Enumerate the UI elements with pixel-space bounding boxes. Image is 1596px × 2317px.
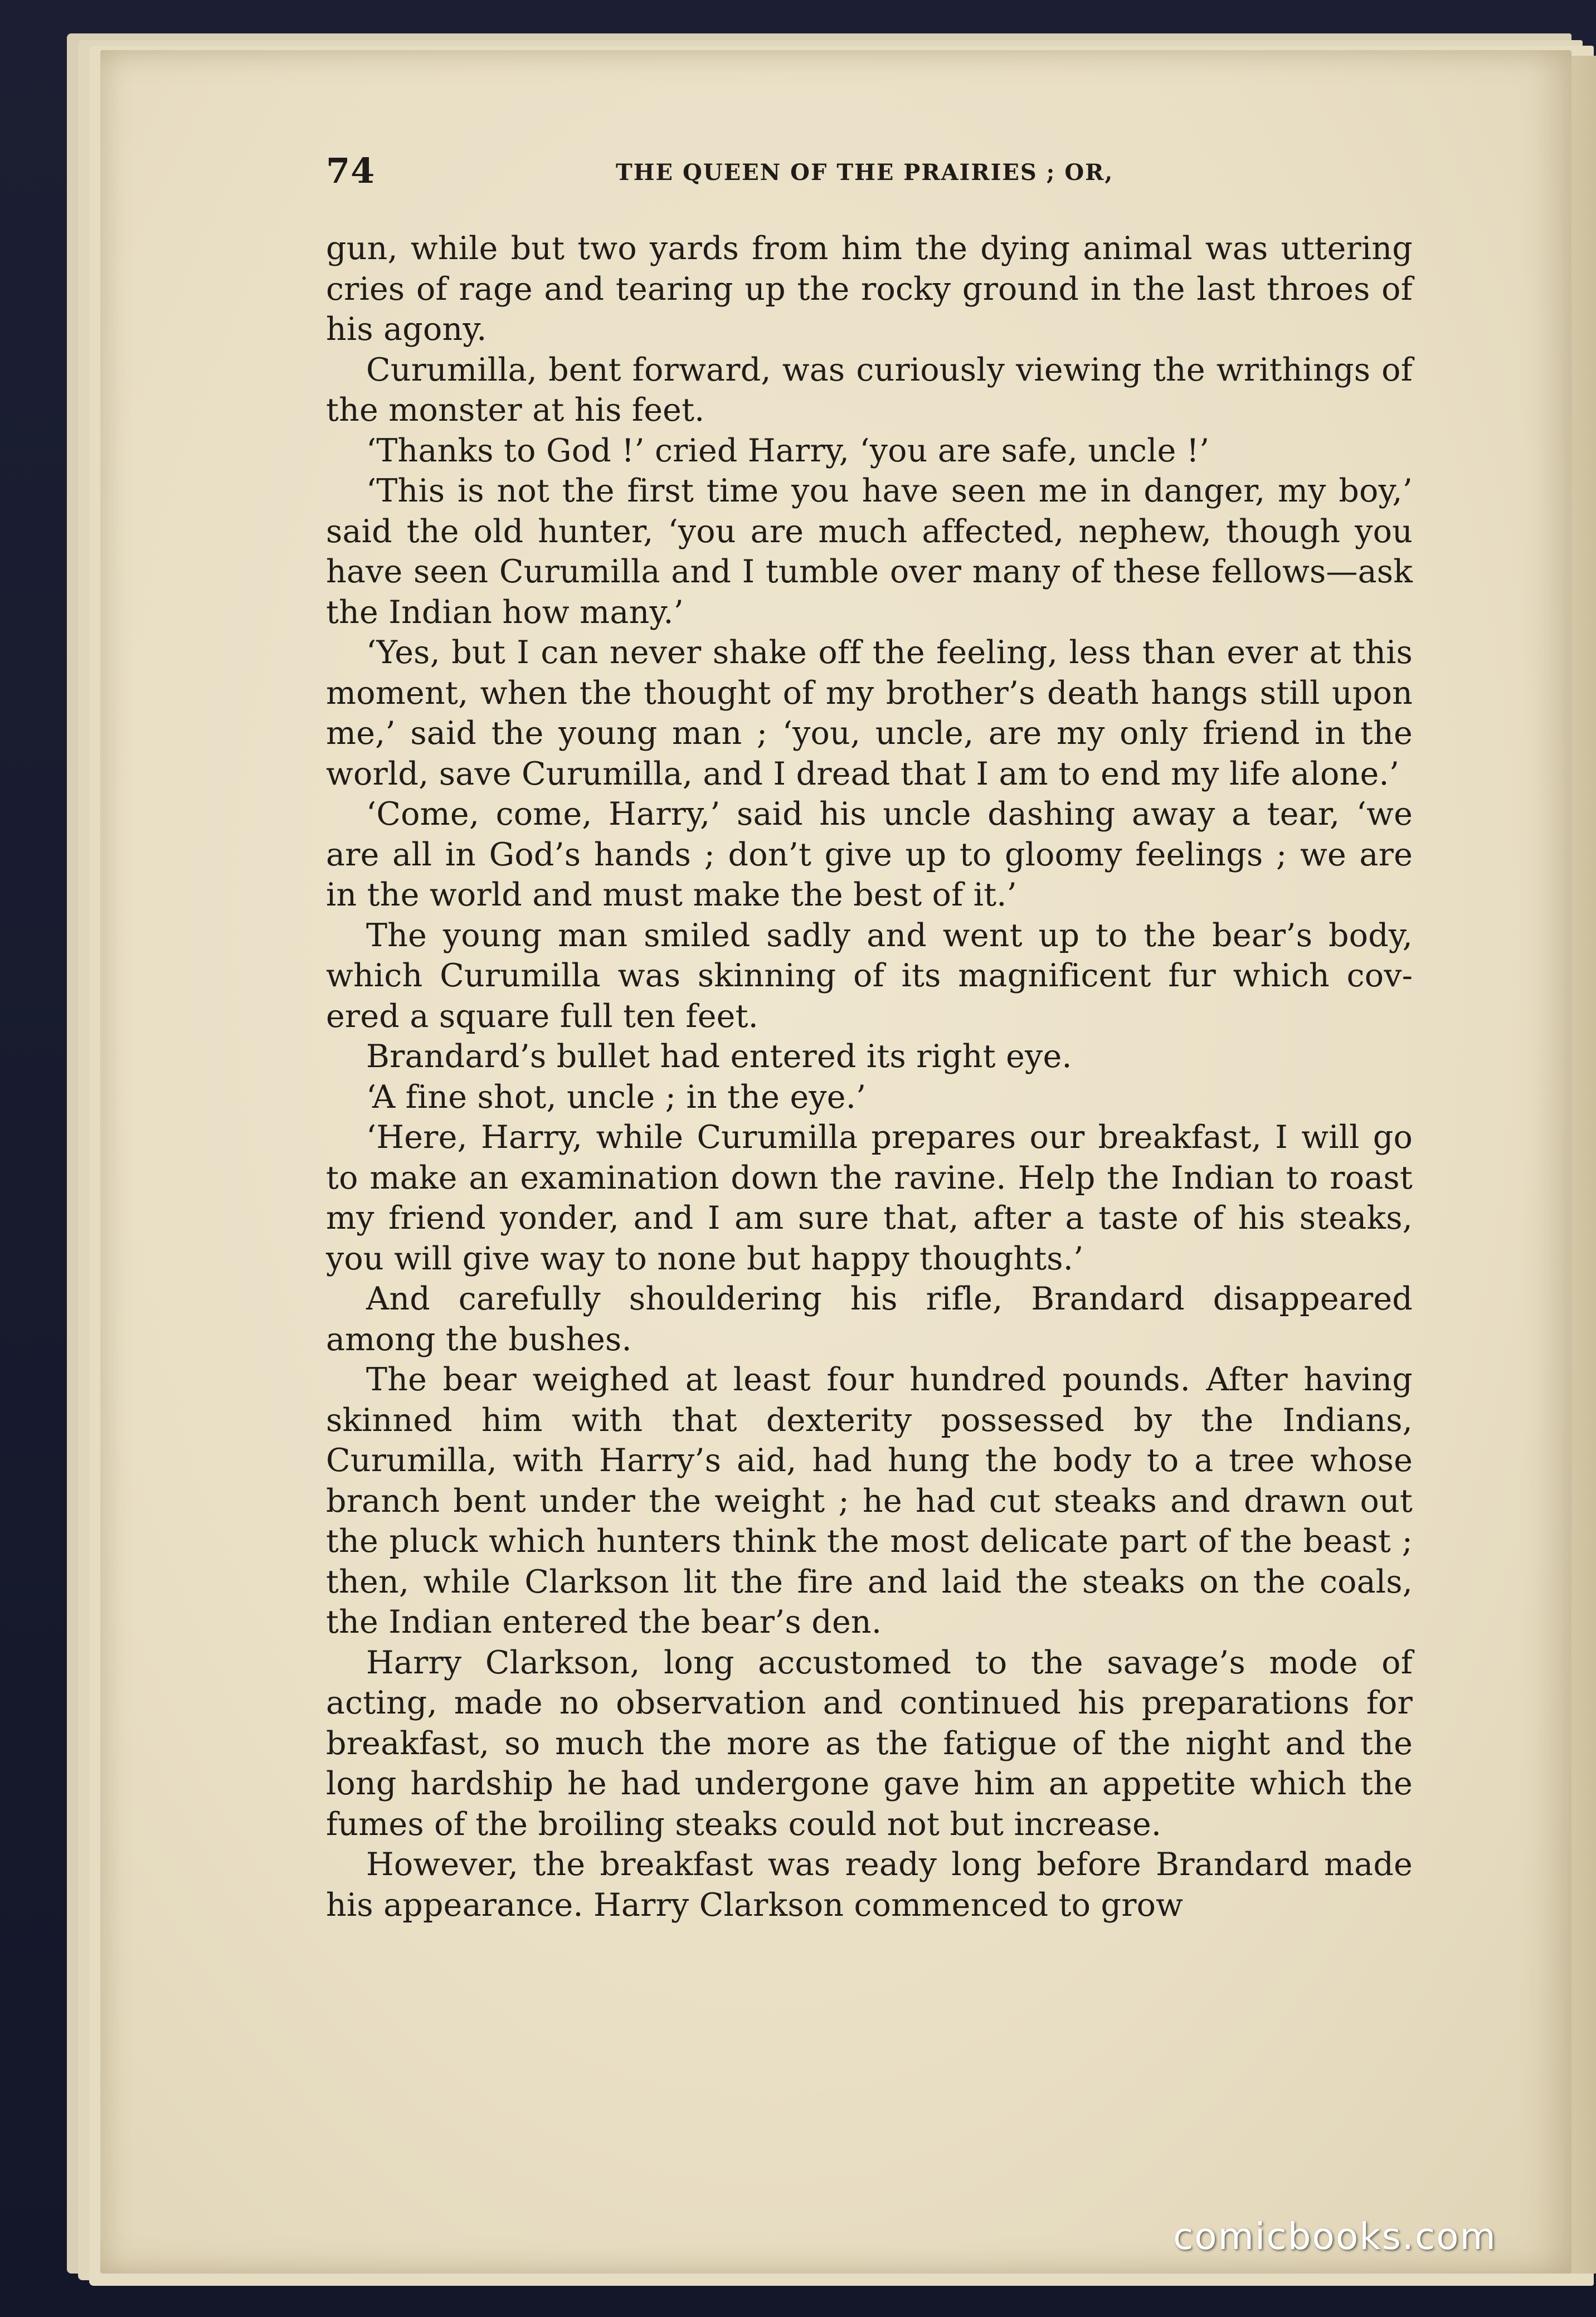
paragraph: Brandard’s bullet had entered its right eye. (366, 1038, 1072, 1075)
page-header (326, 150, 1413, 201)
paragraph: ‘This is not the first time you have seen me in danger, my boy,’ said the old hunter, ‘you are much affected, nephew, though you have seen Curumilla and I tumble over many of these fellows—ask the Indian how many.’ (326, 473, 1413, 631)
paragraph: And carefully shouldering his rifle, Brandard disappeared among the bushes. (326, 1281, 1413, 1358)
running-head: THE QUEEN OF THE PRAIRIES ; OR, (616, 159, 1114, 186)
page-number: 74 (326, 150, 376, 191)
paragraph: The young man smiled sadly and went up to the bear’s body, which Curumilla was skinning of its magnificent fur which covered a square full ten feet. (326, 917, 1413, 1035)
site-watermark: comicbooks.com (1173, 2215, 1497, 2258)
paragraph: ‘A fine shot, uncle ; in the eye.’ (366, 1078, 867, 1116)
paragraph: However, the breakfast was ready long before Brandard made his appearance. Harry Clarkson commenced to grow (326, 1846, 1413, 1924)
paragraph: The bear weighed at least four hundred pounds. After having skinned him with that dexterity possessed by the Indians, Curumilla, with Harry’s aid, had hung the body to a tree whose branch bent under the weight ; he had cut steaks and drawn out the pluck which hunters think the most delicate part of the beast ; then, while Clarkson lit the fire and laid the steaks on the coals, the Indian entered the bear’s den. (326, 1361, 1413, 1641)
paragraph: ‘Thanks to God !’ cried Harry, ‘you are safe, uncle !’ (366, 432, 1210, 469)
paragraph: ‘Come, come, Harry,’ said his uncle dashing away a tear, ‘we are all in God’s hands ; don’t give up to gloomy feelings ; we are in the world and must make the best of it.’ (326, 796, 1413, 913)
paragraph: gun, while but two yards from him the dying animal was uttering cries of rage and tearing up the rocky ground in the last throes of his agony. (326, 230, 1413, 348)
page-content (326, 150, 1413, 1925)
paragraph: ‘Here, Harry, while Curumilla prepares our breakfast, I will go to make an examination down the ravine. Help the Indian to roast my friend yonder, and I am sure that, after a taste of his steaks, you will give way to none but happy thoughts.’ (326, 1119, 1413, 1277)
paragraph: Harry Clarkson, long accustomed to the savage’s mode of acting, made no observation and continued his preparations for breakfast, so much the more as the fatigue of the night and the long hardship he had undergone gave him an appetite which the fumes of the broiling steaks could not but increase. (326, 1644, 1413, 1843)
paragraph: ‘Yes, but I can never shake off the feeling, less than ever at this moment, when the thought of my brother’s death hangs still upon me,’ said the young man ; ‘you, uncle, are my only friend in the world, save Curumilla, and I dread that I am to end my life alone.’ (326, 634, 1413, 792)
body-text (326, 228, 1413, 1925)
paragraph: Curumilla, bent forward, was curiously viewing the writhings of the monster at his feet. (326, 351, 1413, 429)
